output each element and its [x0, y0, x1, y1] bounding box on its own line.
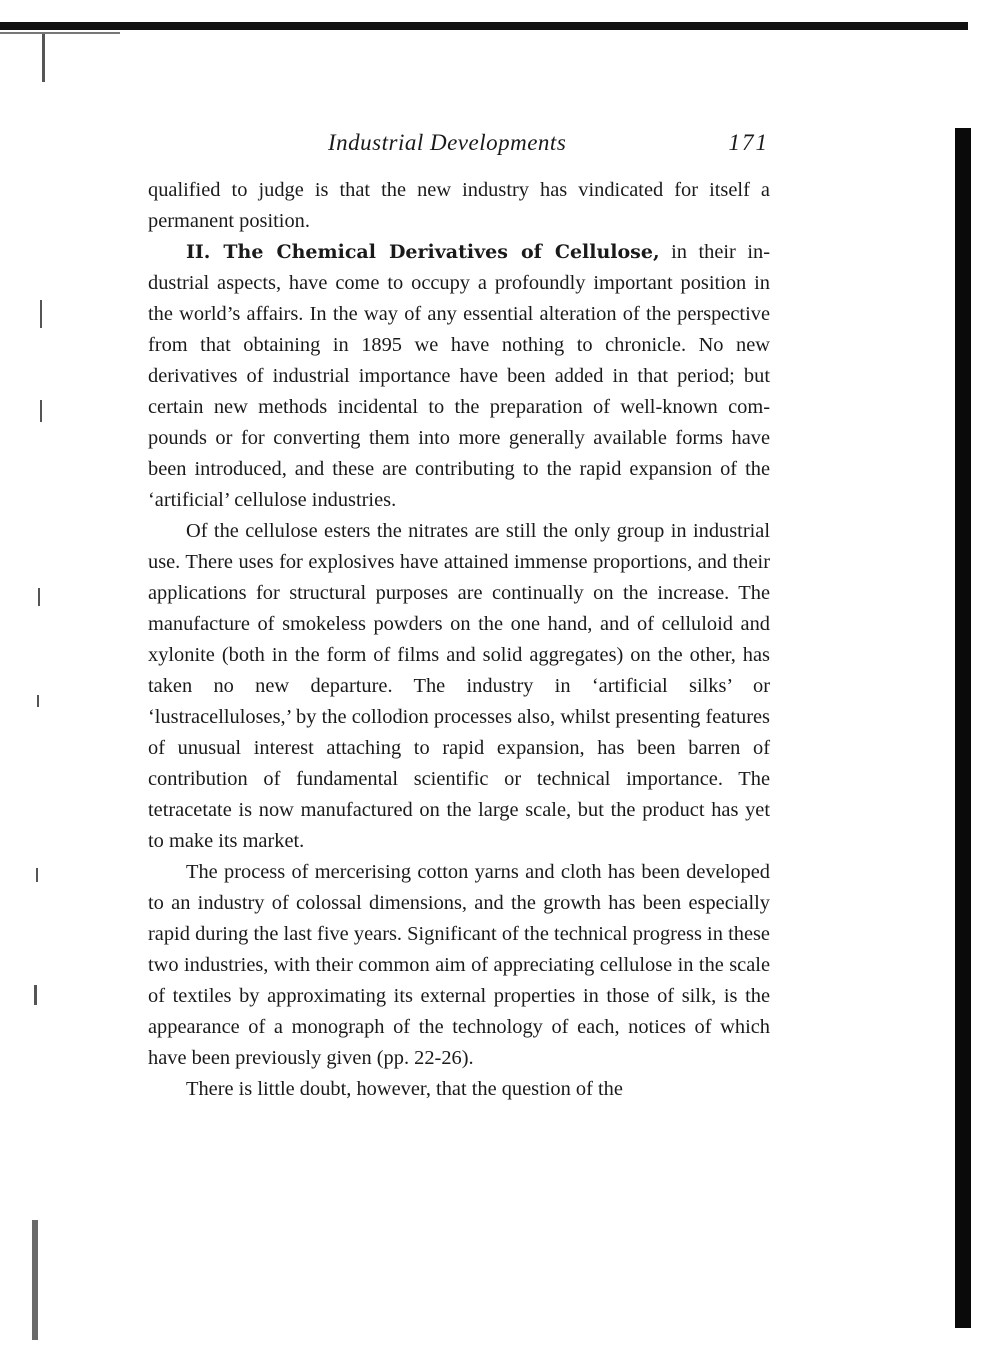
paragraph-text: There is little doubt, however, that the question of the — [186, 1078, 623, 1100]
scan-right-edge-shadow — [955, 128, 971, 1328]
binding-mark — [37, 695, 39, 707]
scan-top-rule-shadow — [0, 32, 120, 34]
scan-top-rule — [0, 22, 968, 30]
binding-mark — [32, 1220, 38, 1340]
page-number: 171 — [728, 130, 769, 155]
paragraph-text: in their industrial aspects, have come to occupy a profoundly important position in the world’s affairs. In the way of any essential alteration of the perspective from that obtaining in 1895 we have nothing to chronicle. No new derivatives of industrial importance have been added in that period; but certain new methods incidental to the preparation of well-known compounds or for converting them into more generally available forms have been introduced, and these are contributing to the rapid expansion of the ‘artificial’ cellulose industries. — [148, 241, 770, 511]
section-heading: II. The Chemical Derivatives of Cellulose, — [186, 241, 660, 263]
paragraph-continuation — [148, 175, 770, 237]
paragraph-text: Of the cellulose esters the nitrates are still the only group in industrial use. There uses for explosives have attained immense proportions, and their applications for structural purposes are continually on the increase. The manufacture of smokeless powders on the one hand, and of celluloid and xylonite (both in the form of films and solid aggregates) on the other, has taken no new departure. The industry in ‘artificial silks’ or ‘lustracelluloses,’ by the collodion processes also, whilst presenting features of unusual interest attaching to rapid expansion, has been barren of contribution of fundamental scientific or technical importance. The tetracetate is now manufactured on the large scale, but the product has yet to make its market. — [148, 520, 770, 852]
paragraph-section-ii — [148, 237, 770, 516]
paragraph-text: The process of mercerising cotton yarns and cloth has been developed to an industry of colossal dimensions, and the growth has been especially rapid during the last five years. Significant of the technical progress in these two industries, with their common aim of appreciating cellulose in the scale of textiles by approximating its external properties in those of silk, is the appearance of a monograph of the technology of each, notices of which have been previously given (pp. 22-26). — [148, 861, 770, 1069]
binding-mark — [40, 400, 42, 422]
binding-mark — [36, 868, 38, 882]
paragraph-cellulose-esters — [148, 516, 770, 857]
paragraph-text: qualified to judge is that the new industry has vindicated for itself a permanent position. — [148, 179, 770, 232]
paragraph-final — [148, 1074, 770, 1105]
body-text — [148, 175, 770, 1105]
binding-mark — [38, 588, 40, 606]
page-header — [148, 126, 773, 162]
binding-mark — [40, 300, 42, 328]
paragraph-mercerising — [148, 857, 770, 1074]
binding-mark — [42, 34, 45, 82]
running-title: Industrial Developments — [328, 130, 567, 155]
binding-mark — [34, 985, 37, 1005]
